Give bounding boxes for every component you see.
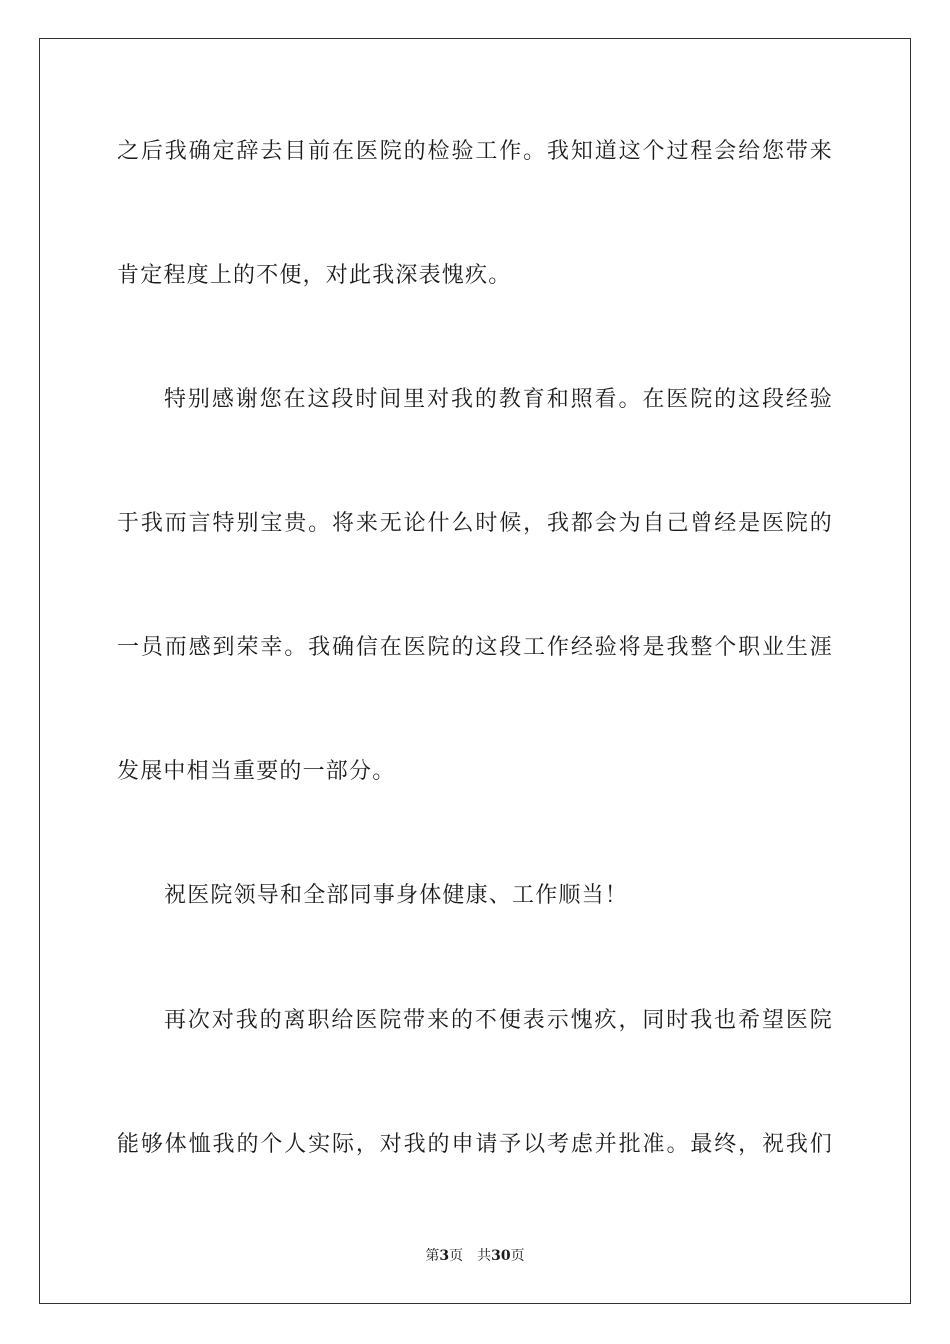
paragraph-line-9: 能够体恤我的个人实际，对我的申请予以考虑并批准。最终，祝我们 xyxy=(117,1132,833,1157)
paragraph-line-2: 肯定程度上的不便，对此我深表愧疚。 xyxy=(117,263,512,288)
total-prefix: 共 xyxy=(477,1248,492,1264)
total-pages: 30 xyxy=(491,1248,511,1264)
paragraph-line-1: 之后我确定辞去目前在医院的检验工作。我知道这个过程会给您带来 xyxy=(117,139,833,164)
paragraph-line-3: 特别感谢您在这段时间里对我的教育和照看。在医院的这段经验 xyxy=(164,387,833,412)
total-suffix: 页 xyxy=(510,1248,525,1264)
paragraph-line-8: 再次对我的离职给医院带来的不便表示愧疚，同时我也希望医院 xyxy=(164,1008,833,1033)
paragraph-line-6: 发展中相当重要的一部分。 xyxy=(117,759,396,784)
paragraph-line-7: 祝医院领导和全部同事身体健康、工作顺当！ xyxy=(164,883,629,908)
page-prefix: 第 xyxy=(425,1248,440,1264)
page-suffix: 页 xyxy=(449,1248,464,1264)
page-border xyxy=(39,38,911,1304)
paragraph-line-4: 于我而言特别宝贵。将来无论什么时候，我都会为自己曾经是医院的 xyxy=(117,511,833,536)
page-number: 3 xyxy=(439,1248,450,1264)
page-footer xyxy=(0,1247,950,1265)
paragraph-line-5: 一员而感到荣幸。我确信在医院的这段工作经验将是我整个职业生涯 xyxy=(117,635,833,660)
